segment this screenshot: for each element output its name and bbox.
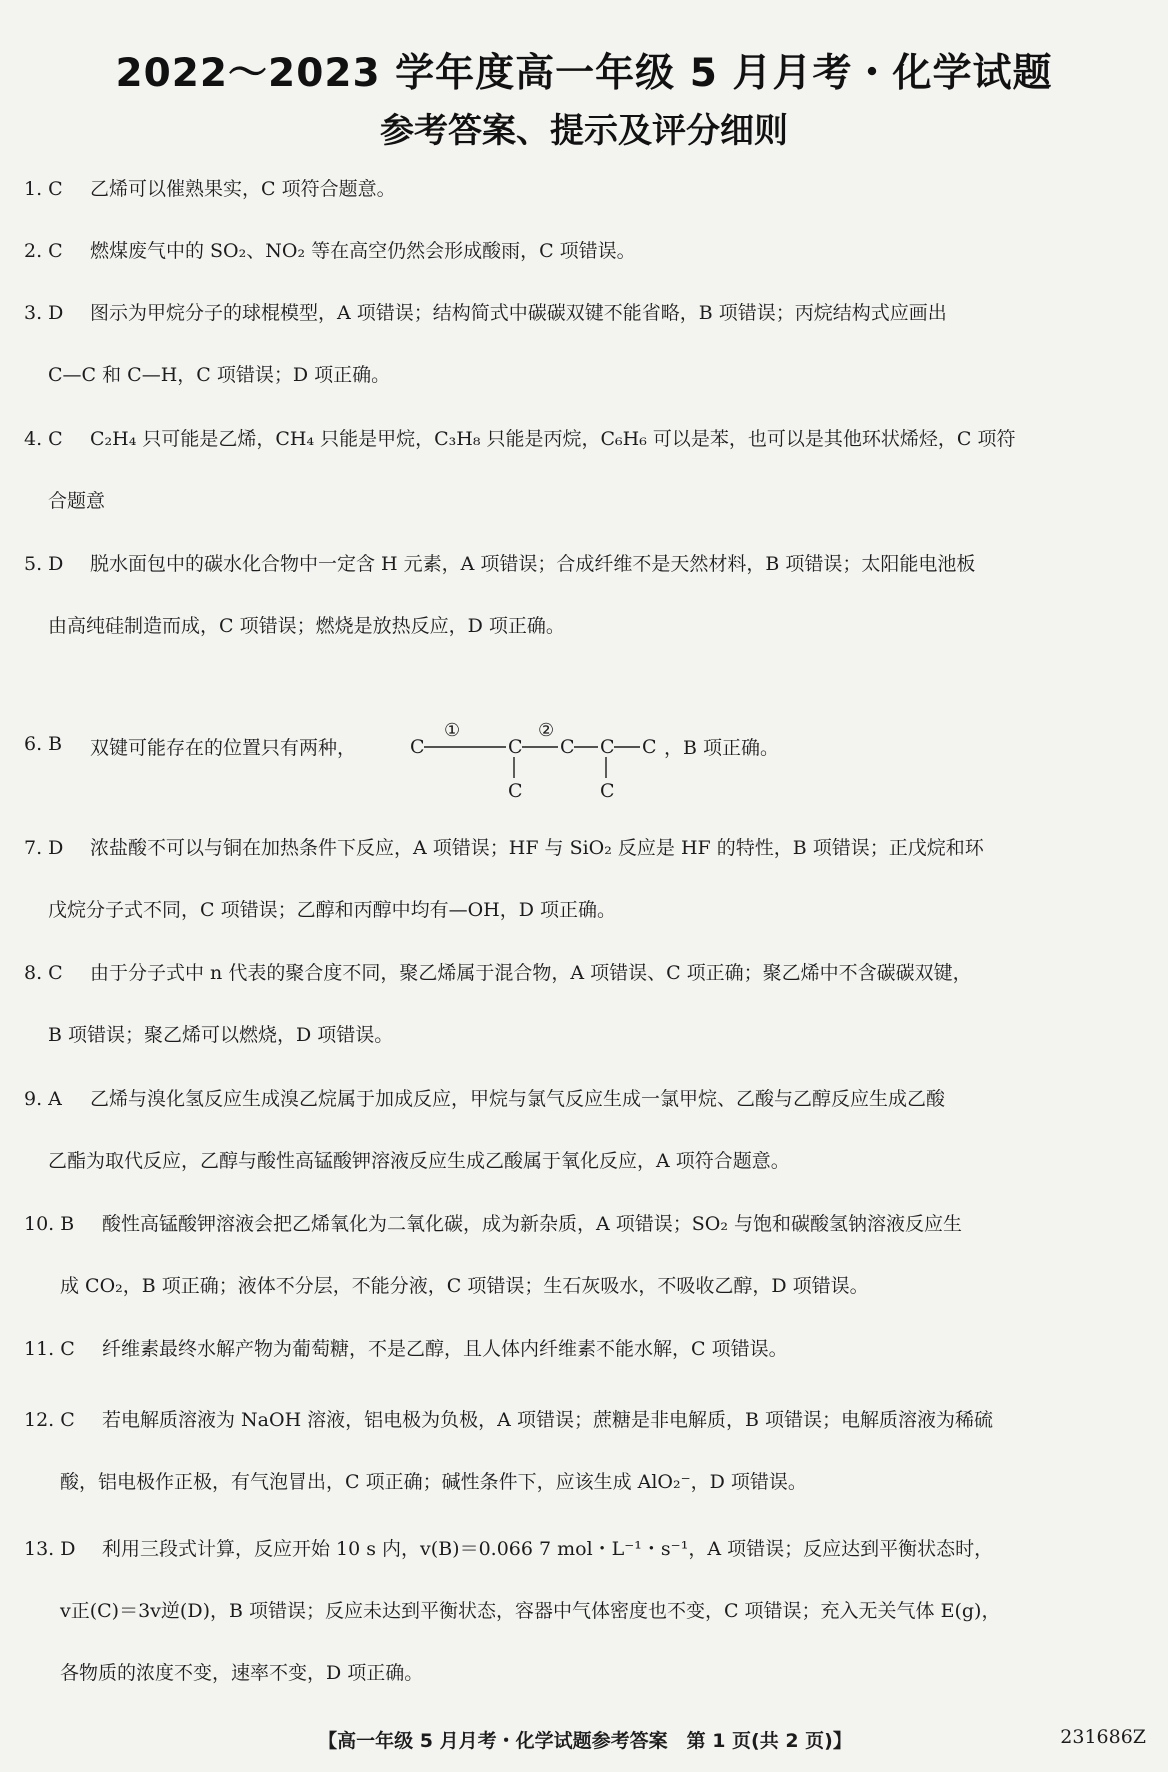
carbon-atom: C — [508, 736, 523, 758]
answer-text: 酸性高锰酸钾溶液会把乙烯氧化为二氧化碳，成为新杂质，A 项错误；SO₂ 与饱和碳酸氢钠溶液反应生 — [102, 1213, 963, 1235]
footer-page-info: 【高一年级 5 月月考・化学试题参考答案 第 1 页(共 2 页)】 — [318, 1730, 852, 1752]
answer-number: 8. C — [24, 962, 63, 984]
answer-number: 2. C — [24, 240, 63, 262]
answer-number: 11. C — [24, 1338, 75, 1360]
answer-text: v正(C)＝3v逆(D)，B 项错误；反应未达到平衡状态，容器中气体密度也不变，C 项错误；充入无关气体 E(g)， — [60, 1600, 1001, 1622]
answer-text: 图示为甲烷分子的球棍模型，A 项错误；结构简式中碳碳双键不能省略，B 项错误；丙烷结构式应画出 — [90, 302, 947, 324]
answer-text: 由高纯硅制造而成，C 项错误；燃烧是放热反应，D 项正确。 — [48, 615, 565, 637]
answer-text: 成 CO₂，B 项正确；液体不分层，不能分液，C 项错误；生石灰吸水，不吸收乙醇，D 项错误。 — [60, 1275, 869, 1297]
answer-item-12 — [24, 1389, 1146, 1513]
answer-item-7 — [24, 817, 1146, 941]
answer-text: 浓盐酸不可以与铜在加热条件下反应，A 项错误；HF 与 SiO₂ 反应是 HF 的特性，B 项错误；正戊烷和环 — [90, 837, 984, 859]
carbon-atom: C — [410, 736, 425, 758]
answer-text: 合题意 — [48, 490, 106, 512]
page-footer — [24, 1726, 1146, 1756]
answer-text: 由于分子式中 n 代表的聚合度不同，聚乙烯属于混合物，A 项错误、C 项正确；聚乙烯中不含碳碳双键， — [90, 962, 972, 984]
answer-text: 利用三段式计算，反应开始 10 s 内，v(B)＝0.066 7 mol・L⁻¹・s⁻¹，A 项错误；反应达到平衡状态时， — [102, 1538, 994, 1560]
bond-position-2: ② — [538, 720, 555, 741]
answer-text: 戊烷分子式不同，C 项错误；乙醇和丙醇中均有—OH，D 项正确。 — [48, 899, 616, 921]
answer-number: 1. C — [24, 178, 63, 200]
answer-text: ，B 项正确。 — [664, 737, 780, 759]
answer-number: 5. D — [24, 553, 64, 575]
answer-item-13 — [24, 1518, 1146, 1704]
carbon-atom: C — [600, 780, 615, 800]
answer-text: 乙烯可以催熟果实，C 项符合题意。 — [90, 178, 396, 200]
answer-item-2 — [24, 220, 1146, 282]
page-subtitle: 参考答案、提示及评分细则 — [380, 111, 788, 151]
answer-item-6 — [24, 710, 784, 800]
answer-number: 12. C — [24, 1409, 75, 1431]
answer-text: 脱水面包中的碳水化合物中一定含 H 元素，A 项错误；合成纤维不是天然材料，B 项错误；太阳能电池板 — [90, 553, 976, 575]
answer-text: C₂H₄ 只可能是乙烯，CH₄ 只能是甲烷，C₃H₈ 只能是丙烷，C₆H₆ 可以是苯，也可以是其他环状烯烃，C 项符 — [90, 428, 1016, 450]
carbon-atom: C — [560, 736, 575, 758]
bond-position-1: ① — [444, 720, 461, 741]
answer-text: C—C 和 C—H，C 项错误；D 项正确。 — [48, 364, 391, 386]
answer-item-9 — [24, 1068, 1146, 1192]
answer-number: 3. D — [24, 302, 64, 324]
carbon-chain-structure — [404, 710, 664, 800]
answer-item-4 — [24, 408, 1146, 532]
answer-item-11 — [24, 1318, 1146, 1380]
answer-text: 乙烯与溴化氢反应生成溴乙烷属于加成反应，甲烷与氯气反应生成一氯甲烷、乙酸与乙醇反应生成乙酸 — [90, 1088, 946, 1110]
carbon-atom: C — [508, 780, 523, 800]
answer-item-1 — [24, 158, 1146, 220]
carbon-atom: C — [600, 736, 615, 758]
answer-number: 9. A — [24, 1088, 62, 1110]
answer-number: 10. B — [24, 1213, 75, 1235]
answer-item-3 — [24, 282, 1146, 406]
answer-number: 6. B — [24, 733, 63, 755]
answer-item-5 — [24, 533, 1146, 657]
answer-text: 酸，铝电极作正极，有气泡冒出，C 项正确；碱性条件下，应该生成 AlO₂⁻，D 项错误。 — [60, 1471, 807, 1493]
answer-text: 乙酯为取代反应，乙醇与酸性高锰酸钾溶液反应生成乙酸属于氧化反应，A 项符合题意。 — [48, 1150, 790, 1172]
carbon-atom: C — [642, 736, 657, 758]
answer-item-10 — [24, 1193, 1146, 1317]
answer-text: 各物质的浓度不变，速率不变，D 项正确。 — [60, 1662, 424, 1684]
answer-number: 13. D — [24, 1538, 76, 1560]
answer-text: 双键可能存在的位置只有两种， — [90, 737, 357, 759]
answer-text: 燃煤废气中的 SO₂、NO₂ 等在高空仍然会形成酸雨，C 项错误。 — [90, 240, 636, 262]
document-code: 231686Z — [1060, 1726, 1146, 1748]
answer-number: 7. D — [24, 837, 64, 859]
answer-text: 若电解质溶液为 NaOH 溶液，铝电极为负极，A 项错误；蔗糖是非电解质，B 项错误；电解质溶液为稀硫 — [102, 1409, 993, 1431]
answer-text: 纤维素最终水解产物为葡萄糖，不是乙醇，且人体内纤维素不能水解，C 项错误。 — [102, 1338, 788, 1360]
answer-item-8 — [24, 942, 1146, 1066]
page-title: 2022～2023 学年度高一年级 5 月月考・化学试题 — [115, 51, 1053, 96]
answer-number: 4. C — [24, 428, 63, 450]
answer-text: B 项错误；聚乙烯可以燃烧，D 项错误。 — [48, 1024, 394, 1046]
